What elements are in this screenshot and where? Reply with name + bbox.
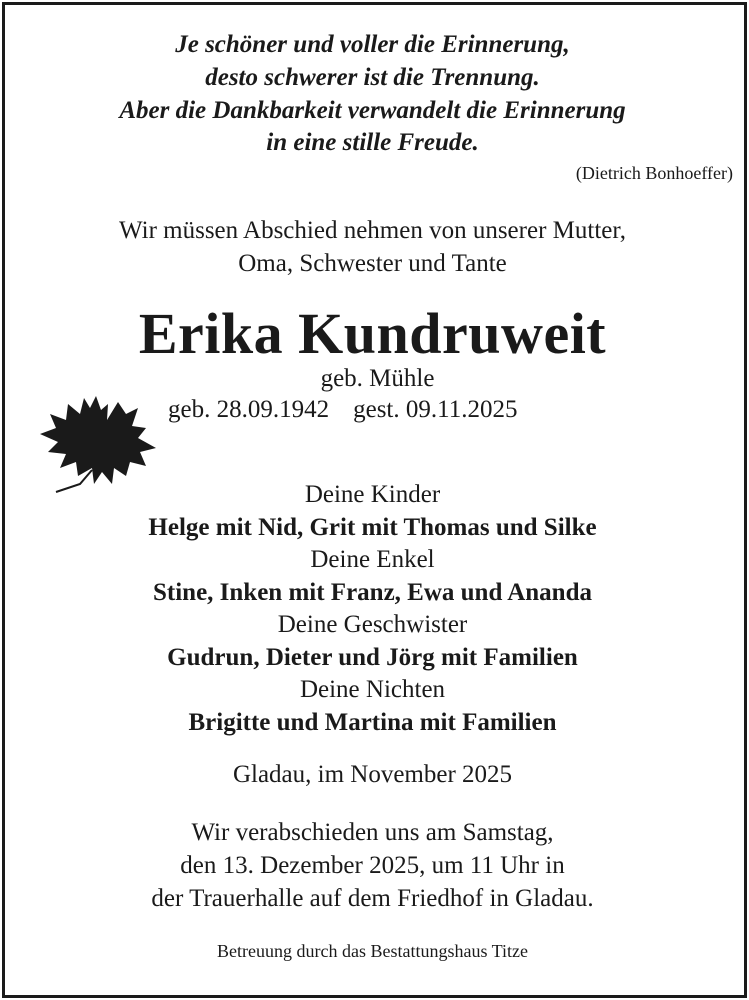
funeral-home-note: Betreuung durch das Bestattungshaus Titze — [217, 941, 528, 961]
quote-line-4: in eine stille Freude. — [266, 129, 479, 156]
quote-line-1: Je schöner und voller die Erinnerung, — [175, 31, 570, 58]
mourner-label-siblings: Deine Geschwister — [277, 611, 468, 638]
mourner-label-grandchildren: Deine Enkel — [310, 546, 435, 573]
deceased-name: Erika Kundruweit — [138, 301, 607, 366]
intro-line-2: Oma, Schwester und Tante — [238, 250, 507, 277]
service-line-3: der Trauerhalle auf dem Friedhof in Gladau. — [151, 885, 594, 912]
quote-line-2: desto schwerer ist die Trennung. — [205, 64, 540, 91]
mourner-names-siblings: Gudrun, Dieter und Jörg mit Familien — [167, 644, 578, 671]
intro-line-1: Wir müssen Abschied nehmen von unserer Mutter, — [119, 217, 626, 244]
service-line-2: den 13. Dezember 2025, um 11 Uhr in — [180, 852, 565, 879]
quote-line-3: Aber die Dankbarkeit verwandelt die Erinnerung — [119, 97, 626, 124]
death-date: gest. 09.11.2025 — [353, 396, 518, 423]
place-date: Gladau, im November 2025 — [232, 761, 513, 788]
mourner-names-children: Helge mit Nid, Grit mit Thomas und Silke — [148, 514, 597, 541]
life-dates — [168, 396, 517, 424]
mourner-label-nieces: Deine Nichten — [299, 676, 446, 703]
mourner-names-grandchildren: Stine, Inken mit Franz, Ewa und Ananda — [152, 579, 592, 606]
mourner-names-nieces: Brigitte und Martina mit Familien — [188, 709, 557, 736]
birth-date: geb. 28.09.1942 — [168, 396, 330, 423]
service-line-1: Wir verabschieden uns am Samstag, — [191, 819, 554, 846]
mourner-label-children: Deine Kinder — [304, 481, 441, 508]
birth-name: geb. Mühle — [320, 365, 435, 392]
quote-author: (Dietrich Bonhoeffer) — [575, 163, 733, 183]
